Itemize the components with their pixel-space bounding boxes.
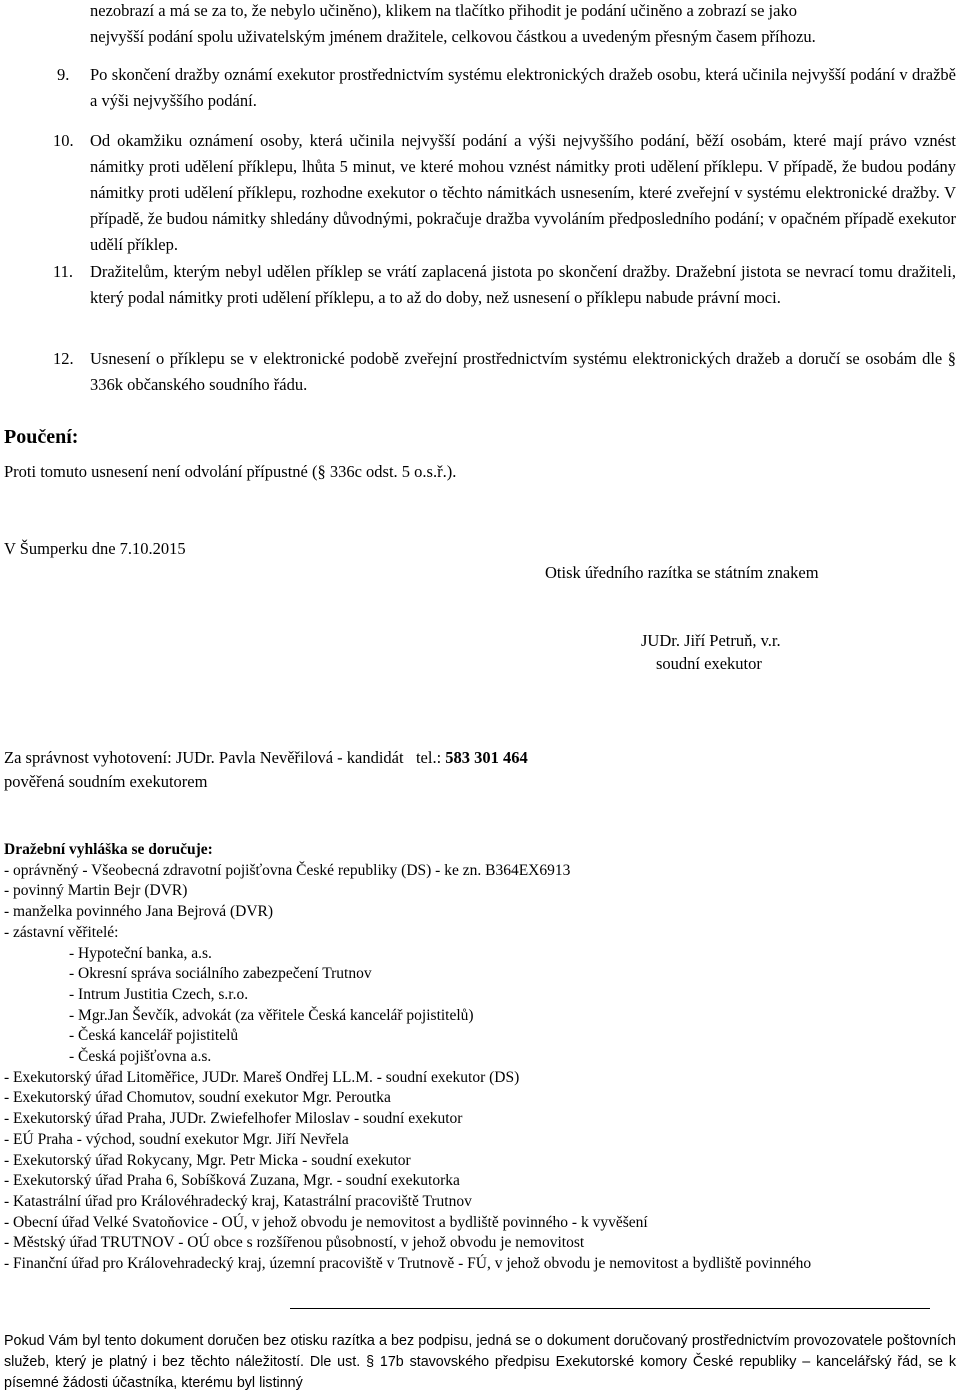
list-item: - Finanční úřad pro Královehradecký kraj, územní pracoviště v Trutnově - FÚ, v jehož obvodu je nemovitost a bydliště povinného [4, 1255, 812, 1273]
list-item: - Okresní správa sociálního zabezpečení Trutnov [69, 965, 372, 983]
intro-paragraph [90, 0, 956, 50]
list-item: - zástavní věřitelé: [4, 923, 119, 941]
list-item: - Exekutorský úřad Chomutov, soudní exekutor Mgr. Peroutka [4, 1089, 391, 1107]
list-item-text: Po skončení dražby oznámí exekutor prostřednictvím systému elektronických dražeb osobu, která učinila nejvyšší podání v dražbě a výši nejvyššího podání. [90, 65, 956, 110]
list-item-number: 11. [53, 262, 74, 281]
verification-line-2: pověřená soudním exekutorem [4, 772, 208, 791]
delivery-heading: Dražební vyhláška se doručuje: [4, 841, 213, 858]
list-item: - oprávněný - Všeobecná zdravotní pojišťovna České republiky (DS) - ke zn. B364EX6913 [4, 861, 571, 879]
list-item-text: Dražitelům, kterým nebyl udělen příklep se vrátí zaplacená jistota po skončení dražby. Dražební jistota se nevrací tomu dražiteli, který podal námitky proti udělení příklepu, a to až do doby, než usnesení o příklepu nabude právní moci. [90, 262, 956, 307]
verification-line [4, 748, 528, 768]
intro-line-2: nejvyšší podání spolu uživatelským jménem dražitele, celkovou částkou a uvedeným přesným časem příhozu. [90, 27, 816, 46]
footnote: Pokud Vám byl tento dokument doručen bez otisku razítka a bez podpisu, jedná se o dokument doručovaný prostřednictvím provozovatele poštovních služeb, který je platný i bez těchto náležitostí. Dle ust. § 17b stavovského předpisu Exekutorské komory České republiky – kancelářský řád, se k písemné žádosti účastníka, kterému byl listinný [4, 1333, 956, 1391]
list-item: - Česká kancelář pojistitelů [69, 1027, 239, 1045]
list-item-text: Od okamžiku oznámení osoby, která učinila nejvyšší podání a výši nejvyššího podání, běží osobám, které mají právo vznést námitky proti udělení příklepu, lhůta 5 minut, ve které mohou vznést námitky proti udělení příklepu. V případě, že budou podány námitky proti udělení příklepu, rozhodne exekutor o těchto námitkách usnesením, které zveřejní v systému elektronické dražby. V případě, že budou námitky shledány důvodnými, pokračuje dražba vyvoláním předposledního podání; v opačném případě exekutor udělí příklep. [90, 131, 956, 254]
list-item-9 [57, 62, 956, 114]
list-item-number: 10. [53, 131, 74, 150]
intro-line-1: nezobrazí a má se za to, že nebylo učiněno), klikem na tlačítko přihodit je podání učiněno a zobrazí se jako [90, 1, 797, 20]
list-item-number: 9. [57, 65, 70, 84]
list-item-11 [53, 259, 956, 311]
signatory-role: soudní exekutor [656, 654, 762, 673]
delivery-list [4, 840, 944, 1275]
list-item: - Městský úřad TRUTNOV - OÚ obce s rozšířenou působností, v jehož obvodu je nemovitost [4, 1234, 585, 1252]
pouceni-text: Proti tomuto usnesení není odvolání přípustné (§ 336c odst. 5 o.s.ř.). [4, 462, 457, 481]
tel-number: 583 301 464 [445, 748, 528, 767]
stamp-note: Otisk úředního razítka se státním znakem [545, 563, 819, 582]
list-item: - Intrum Justitia Czech, s.r.o. [69, 985, 249, 1003]
list-item-text: Usnesení o příklepu se v elektronické podobě zveřejní prostřednictvím systému elektronických dražeb a doručí se osobám dle § 336k občanského soudního řádu. [90, 349, 956, 394]
list-item: - Katastrální úřad pro Královéhradecký kraj, Katastrální pracoviště Trutnov [4, 1192, 472, 1210]
pouceni-heading: Poučení: [4, 426, 79, 448]
list-item: - manželka povinného Jana Bejrová (DVR) [4, 903, 274, 921]
list-item-12 [53, 346, 956, 398]
list-item-number: 12. [53, 349, 74, 368]
list-item: - Exekutorský úřad Praha, JUDr. Zwiefelhofer Miloslav - soudní exekutor [4, 1110, 463, 1128]
list-item: - EÚ Praha - východ, soudní exekutor Mgr. Jiří Nevřela [4, 1130, 349, 1148]
list-item: - Exekutorský úřad Litoměřice, JUDr. Mareš Ondřej LL.M. - soudní exekutor (DS) [4, 1068, 520, 1086]
footer-divider [290, 1308, 930, 1309]
list-item: - povinný Martin Bejr (DVR) [4, 882, 188, 900]
list-item: - Exekutorský úřad Rokycany, Mgr. Petr Micka - soudní exekutor [4, 1151, 411, 1169]
list-item: - Mgr.Jan Ševčík, advokát (za věřitele Česká kancelář pojistitelů) [69, 1006, 474, 1024]
list-item-10 [53, 128, 956, 258]
verification-label: Za správnost vyhotovení: JUDr. Pavla Nevěřilová - kandidát [4, 748, 404, 767]
tel-label: tel.: [415, 748, 442, 767]
place-date: V Šumperku dne 7.10.2015 [4, 539, 186, 558]
list-item: - Obecní úřad Velké Svatoňovice - OÚ, v jehož obvodu je nemovitost a bydliště povinného - k vyvěšení [4, 1213, 648, 1231]
list-item: - Hypoteční banka, a.s. [69, 944, 212, 962]
list-item: - Česká pojišťovna a.s. [69, 1048, 212, 1066]
list-item: - Exekutorský úřad Praha 6, Sobíšková Zuzana, Mgr. - soudní exekutorka [4, 1172, 460, 1190]
signatory-name: JUDr. Jiří Petruň, v.r. [641, 631, 781, 650]
